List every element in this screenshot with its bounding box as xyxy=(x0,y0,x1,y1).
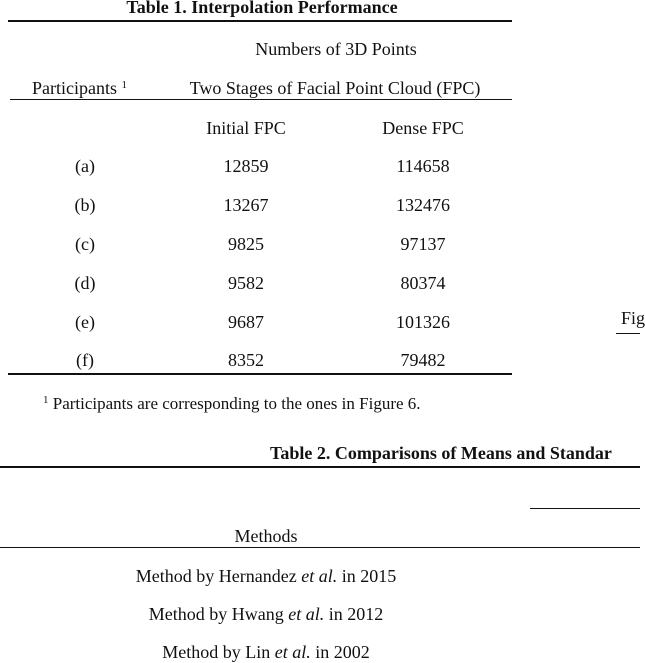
cell-participant: (c) xyxy=(75,234,95,254)
footnote-marker: 1 xyxy=(43,394,49,406)
method-name: Method by Hwang xyxy=(148,604,289,624)
cell-dense: 132476 xyxy=(396,195,450,215)
col-header-initial-fpc: Initial FPC xyxy=(206,118,286,138)
participants-label: Participants xyxy=(32,78,117,98)
method-year: in 2012 xyxy=(324,604,384,624)
figure-caption-fragment: Fig xyxy=(621,308,645,328)
table2-row xyxy=(136,566,396,587)
table2-top-rule xyxy=(0,466,640,468)
method-year: in 2015 xyxy=(337,566,397,586)
cell-initial: 9582 xyxy=(228,273,264,293)
table1-bottom-rule xyxy=(8,373,512,375)
method-name: Method by Lin xyxy=(162,642,275,662)
footnote-text: Participants are corresponding to the ones in Figure 6. xyxy=(52,394,421,413)
cell-initial: 12859 xyxy=(223,156,269,176)
cell-dense: 79482 xyxy=(400,350,446,370)
cell-dense: 97137 xyxy=(400,234,446,254)
col-header-dense-fpc: Dense FPC xyxy=(382,118,464,138)
cell-participant: (e) xyxy=(75,312,95,332)
table2-methods-header: Methods xyxy=(234,526,298,546)
figure-caption-rule xyxy=(616,333,640,334)
table2-row xyxy=(162,642,370,663)
table2-group-rule xyxy=(530,508,640,509)
method-name: Method by Hernandez xyxy=(135,566,302,586)
participants-footnote-marker: 1 xyxy=(121,79,127,91)
header-numbers-of-3d-points: Numbers of 3D Points xyxy=(255,39,417,59)
cell-participant: (b) xyxy=(74,195,96,215)
cell-initial: 8352 xyxy=(228,350,264,370)
table1-header-rule xyxy=(10,99,512,100)
cell-initial: 13267 xyxy=(223,195,269,215)
cell-dense: 101326 xyxy=(396,312,450,332)
method-year: in 2002 xyxy=(310,642,370,662)
header-participants xyxy=(32,78,127,99)
cell-initial: 9687 xyxy=(228,312,264,332)
table1-caption: Table 1. Interpolation Performance xyxy=(126,0,398,17)
cell-dense: 114658 xyxy=(396,156,450,176)
table2-row xyxy=(149,604,384,625)
table1-footnote xyxy=(43,394,421,414)
cell-initial: 9825 xyxy=(228,234,264,254)
et-al: et al. xyxy=(274,642,311,662)
table1-top-rule xyxy=(8,20,512,22)
header-two-stages: Two Stages of Facial Point Cloud (FPC) xyxy=(189,78,481,98)
cell-participant: (a) xyxy=(75,156,95,176)
et-al: et al. xyxy=(301,566,338,586)
table2-header-rule xyxy=(0,547,640,548)
table2-caption: Table 2. Comparisons of Means and Standar xyxy=(270,443,612,463)
cell-dense: 80374 xyxy=(400,273,446,293)
cell-participant: (f) xyxy=(76,350,94,370)
cell-participant: (d) xyxy=(74,273,96,293)
et-al: et al. xyxy=(288,604,325,624)
